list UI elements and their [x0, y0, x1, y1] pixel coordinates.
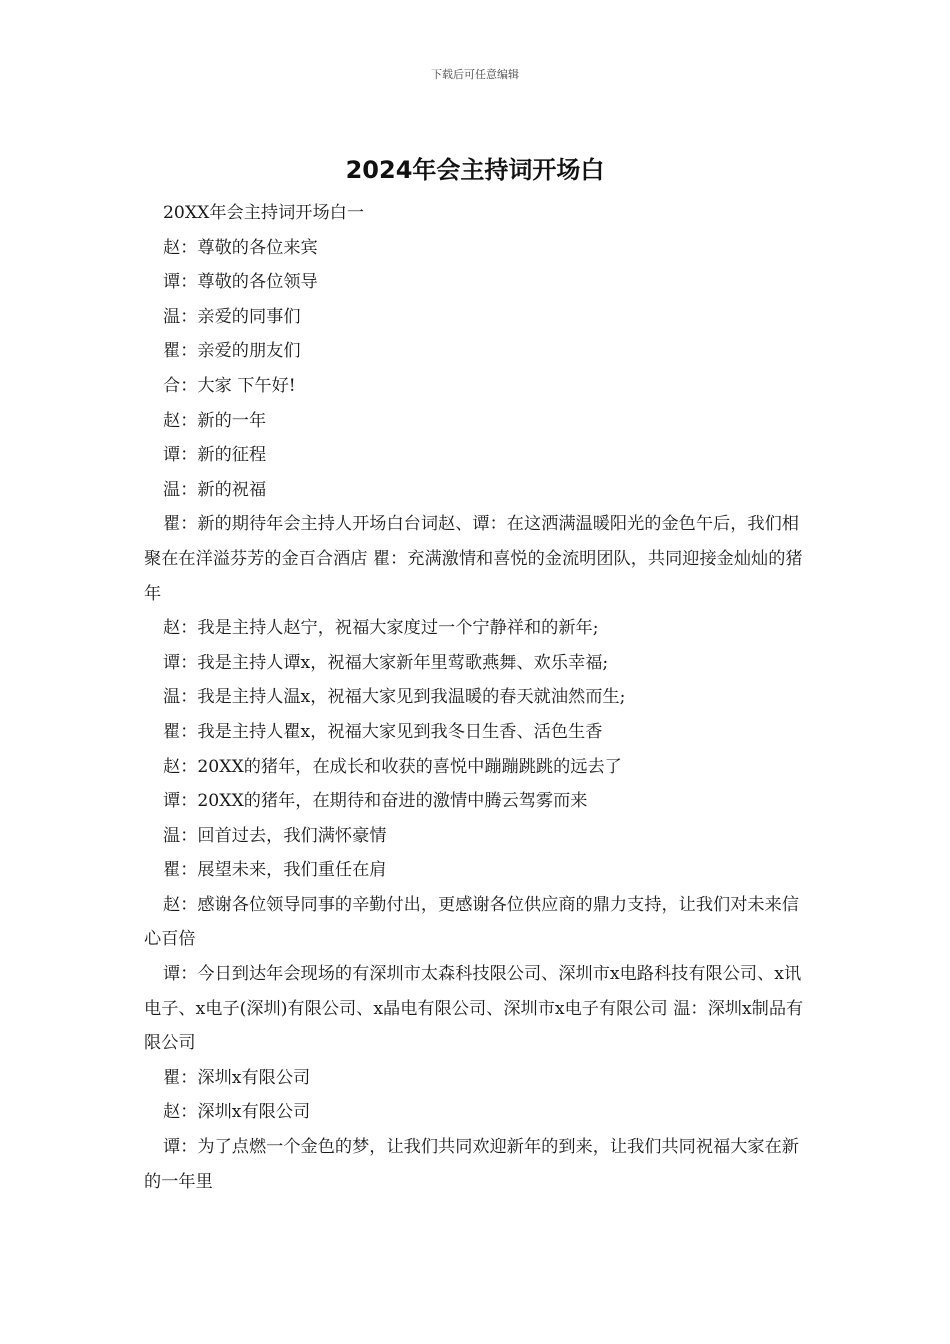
- paragraph: 赵：深圳x有限公司: [163, 1102, 311, 1123]
- paragraph: 合：大家 下午好!: [163, 375, 296, 396]
- paragraph: 赵：感谢各位领导同事的辛勤付出，更感谢各位供应商的鼎力支持，让我们对未来信心百倍: [144, 894, 799, 950]
- paragraph: 谭：为了点燃一个金色的梦，让我们共同欢迎新年的到来，让我们共同祝福大家在新的一年里: [144, 1137, 799, 1192]
- paragraph: 赵：我是主持人赵宁，祝福大家度过一个宁静祥和的新年;: [163, 618, 599, 639]
- paragraph: 谭：今日到达年会现场的有深圳市太森科技限公司、深圳市x电路科技有限公司、x讯电子、x电子(深圳)有限公司、x晶电有限公司、深圳市x电子有限公司 温：深圳x制品有限公司: [144, 964, 804, 1054]
- paragraph: 赵：20XX的猪年，在成长和收获的喜悦中蹦蹦跳跳的远去了: [163, 756, 622, 777]
- paragraph: 赵：尊敬的各位来宾: [163, 237, 318, 258]
- document-body: [144, 196, 812, 1199]
- paragraph: 谭：我是主持人谭x，祝福大家新年里莺歌燕舞、欢乐幸福;: [163, 652, 609, 673]
- paragraph: 温：回首过去，我们满怀豪情: [163, 825, 387, 846]
- paragraph: 谭：20XX的猪年，在期待和奋进的激情中腾云驾雾而来: [163, 791, 588, 812]
- paragraph: 谭：尊敬的各位领导: [163, 272, 318, 293]
- page-title: 2024年会主持词开场白: [345, 156, 605, 184]
- paragraph: 瞿：新的期待年会主持人开场白台词赵、谭：在这洒满温暖阳光的金色午后，我们相聚在在洋溢芬芳的金百合酒店 瞿：充满激情和喜悦的金流明团队，共同迎接金灿灿的猪年: [144, 514, 803, 604]
- paragraph: 20XX年会主持词开场白一: [163, 203, 365, 223]
- paragraph: 赵：新的一年: [163, 410, 267, 431]
- paragraph: 温：亲爱的同事们: [163, 306, 301, 327]
- paragraph: 谭：新的征程: [163, 445, 267, 466]
- paragraph: 瞿：展望未来，我们重任在肩: [163, 860, 387, 881]
- paragraph: 瞿：亲爱的朋友们: [163, 341, 301, 362]
- paragraph: 瞿：我是主持人瞿x，祝福大家见到我冬日生香、活色生香: [163, 721, 603, 742]
- header-note: 下载后可任意编辑: [431, 68, 519, 81]
- paragraph: 瞿：深圳x有限公司: [163, 1067, 311, 1088]
- paragraph: 温：新的祝福: [163, 479, 267, 500]
- paragraph: 温：我是主持人温x，祝福大家见到我温暖的春天就油然而生;: [163, 687, 626, 708]
